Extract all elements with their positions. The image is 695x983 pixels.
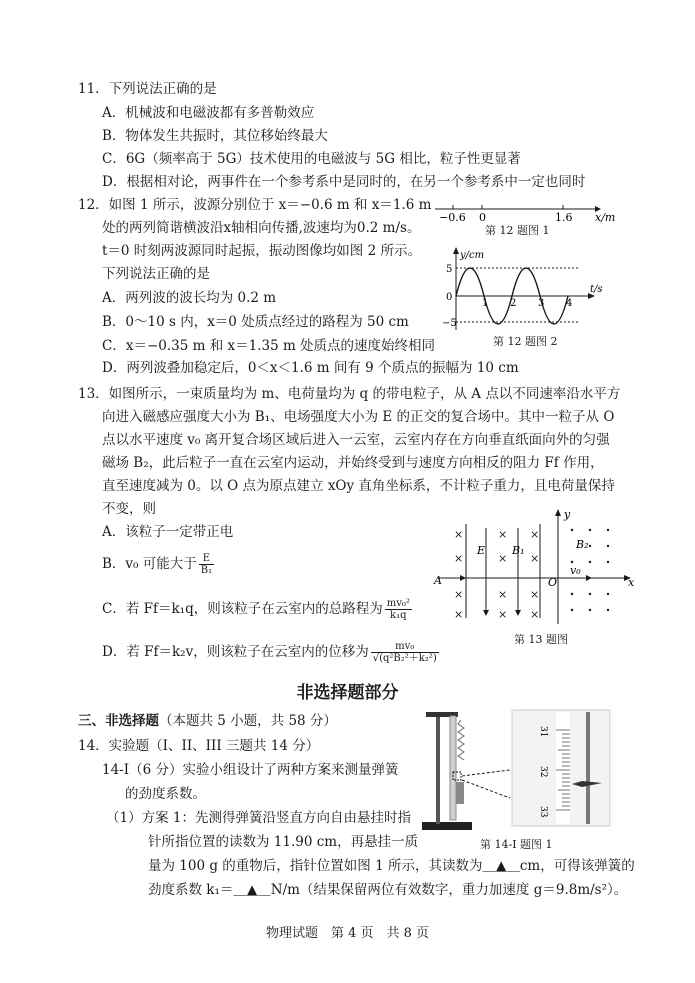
q11-option-a: A．机械波和电磁波都有多普勒效应 [102,105,315,121]
q13-figure-caption: 第 13 题图 [514,633,568,646]
q13-option-a: A．该粒子一定带正电 [102,524,234,540]
q14-1-line-1: 14-I（6 分）实验小组设计了两种方案来测量弹簧 [102,762,399,778]
q12-line-4: 下列说法正确的是 [102,266,210,282]
label-v0: v₀ [570,564,581,577]
ruler-label: 32 [538,766,548,778]
q13-line-2: 向进入磁感应强度大小为 B₁、电场强度大小为 E 的正交的复合场中。其中一粒子从 O [102,409,615,425]
spring-rod [586,712,590,824]
label-b2: B₂ [576,538,589,551]
q14-1-line-3: （1）方案 1：先测得弹簧沿竖直方向自由悬挂时指 [106,810,411,826]
t-tick-label: 4 [566,298,573,309]
q13-figure [430,506,642,628]
t-tick-label: 1 [482,298,489,309]
q12-line-3: t＝0 时刻两波源同时起振，振动图像均如图 2 所示。 [102,243,421,259]
part3-header-bold: 三、非选择题 [78,713,159,729]
option-text: B．v₀ 可能大于 [102,556,197,572]
q13-line-6: 不变，则 [102,501,156,517]
q12-line-1: 12．如图 1 所示，波源分别位于 x＝−0.6 m 和 x＝1.6 m [78,197,432,213]
q13-option-c [102,598,414,621]
t-tick-label: 2 [510,298,517,309]
q12-figure-2 [440,246,610,332]
q14-figure-photo [416,708,612,834]
label-x: x [628,576,635,589]
ruler-label: 31 [538,726,548,738]
q14-1-line-2: 的劲度系数。 [125,786,206,802]
cross-marks [454,528,539,621]
y-tick-label: 5 [446,264,453,275]
label-e: E [477,544,486,557]
y-axis-label: y/cm [460,250,485,261]
label-b1: B₁ [512,544,525,557]
svg-text:×: × [498,588,508,601]
fraction-denominator: B₁ [200,565,213,576]
fraction-denominator: k₁q [390,610,407,621]
weight [456,782,464,804]
stand-base [422,822,472,830]
q13-option-d [102,641,441,664]
svg-text:×: × [498,608,508,621]
q14-1-line-4: 针所指位置的读数为 11.90 cm，再悬挂一质 [148,834,419,850]
axis-arrow-icon [453,247,459,254]
label-o: O [548,576,558,589]
fraction-numerator: mv₀ [371,641,439,653]
t-tick-label: 3 [538,298,545,309]
fraction-numerator: mv₀² [386,598,410,609]
fraction [371,641,439,664]
q13-line-5: 直至速度减为 0。以 O 点为原点建立 xOy 直角坐标系，不计粒子重力，且电荷量保持 [102,478,615,494]
q11-option-d: D．根据相对论，两事件在一个参考系中是同时的，在另一个参考系中一定也同时 [102,174,586,190]
page-footer: 物理试题 第 4 页 共 8 页 [265,926,430,941]
q14-1-line-5: 量为 100 g 的重物后，指针位置如图 1 所示，其读数为＿▲＿cm，可得该弹簧的 [148,858,635,874]
q13-line-3: 点以水平速度 v₀ 离开复合场区域后进入一云室，云室内存在方向垂直纸面向外的匀强 [102,432,610,448]
q13-option-b [102,553,216,576]
svg-text:×: × [498,528,508,541]
arrow-icon [460,575,466,581]
q14-title: 14．实验题（I、II、III 三题共 14 分） [78,738,320,754]
svg-text:×: × [530,608,540,621]
option-text: C．若 Ff＝k₁q，则该粒子在云室内的总路程为 [102,601,383,617]
tick-label: −0.6 [439,211,466,224]
q12-figure-2-caption: 第 12 题图 2 [493,335,558,348]
arrow-icon [515,610,521,616]
q12-option-b: B．0～10 s 内，x＝0 处质点经过的路程为 50 cm [102,314,409,330]
fraction-denominator: √(q²B₂²＋k₂²) [372,653,437,664]
q11-stem: 11．下列说法正确的是 [78,81,217,97]
label-y: y [564,508,571,521]
fraction [385,598,412,621]
axis-label: x/m [595,211,615,224]
tick-label: 0 [479,211,486,224]
q12-option-c: C．x＝−0.35 m 和 x＝1.35 m 处质点的速度始终相同 [102,338,436,354]
svg-text:×: × [454,528,464,541]
q12-option-d: D．两列波叠加稳定后，0＜x＜1.6 m 间有 9 个质点的振幅为 10 cm [102,360,519,376]
q14-1-line-6: 劲度系数 k₁＝＿▲＿N/m（结果保留两位有效数字，重力加速度 g＝9.8m/s²）。 [148,882,628,898]
svg-text:×: × [498,552,508,565]
q14-figure-caption: 第 14-I 题图 1 [480,838,553,851]
svg-text:×: × [530,528,540,541]
label-a: A [434,574,442,587]
q12-figure-1-caption: 第 12 题图 1 [485,224,550,237]
t-axis-label: t/s [590,284,603,295]
svg-text:×: × [530,588,540,601]
y-tick-label: 0 [446,292,453,303]
ruler-small [450,716,456,820]
svg-text:×: × [454,552,464,565]
tick-label: 1.6 [555,211,573,224]
velocity-arrow-icon [586,575,592,581]
part3-header-rest: （本题共 5 小题，共 58 分） [159,713,337,729]
section-title: 非选择题部分 [296,683,399,703]
svg-text:×: × [454,588,464,601]
q13-line-4: 磁场 B₂，此后粒子一直在云室内运动，并始终受到与速度方向相反的阻力 Ff 作用， [102,455,604,471]
svg-text:×: × [530,552,540,565]
q13-line-1: 13．如图所示，一束质量均为 m、电荷量均为 q 的带电粒子，从 A 点以不同速率沿水平方 [78,386,621,402]
option-text: D．若 Ff＝k₂v，则该粒子在云室内的位移为 [102,644,369,660]
ruler-scale [556,712,570,824]
q11-option-b: B．物体发生共振时，其位移始终最大 [102,128,328,144]
svg-text:×: × [454,608,464,621]
q12-option-a: A．两列波的波长均为 0.2 m [102,290,277,306]
q11-option-c: C．6G（频率高于 5G）技术使用的电磁波与 5G 相比，粒子性更显著 [102,151,521,167]
q12-line-2: 处的两列简谐横波沿x轴相向传播,波速均为0.2 m/s。 [102,220,421,236]
ruler-label: 33 [538,806,548,818]
arrow-icon [483,610,489,616]
fraction [199,553,214,576]
axis-arrow-icon [555,509,561,516]
fraction-numerator: E [199,553,214,565]
y-tick-label: −5 [442,318,457,329]
stand-rod [436,712,440,824]
part3-header [78,712,337,730]
